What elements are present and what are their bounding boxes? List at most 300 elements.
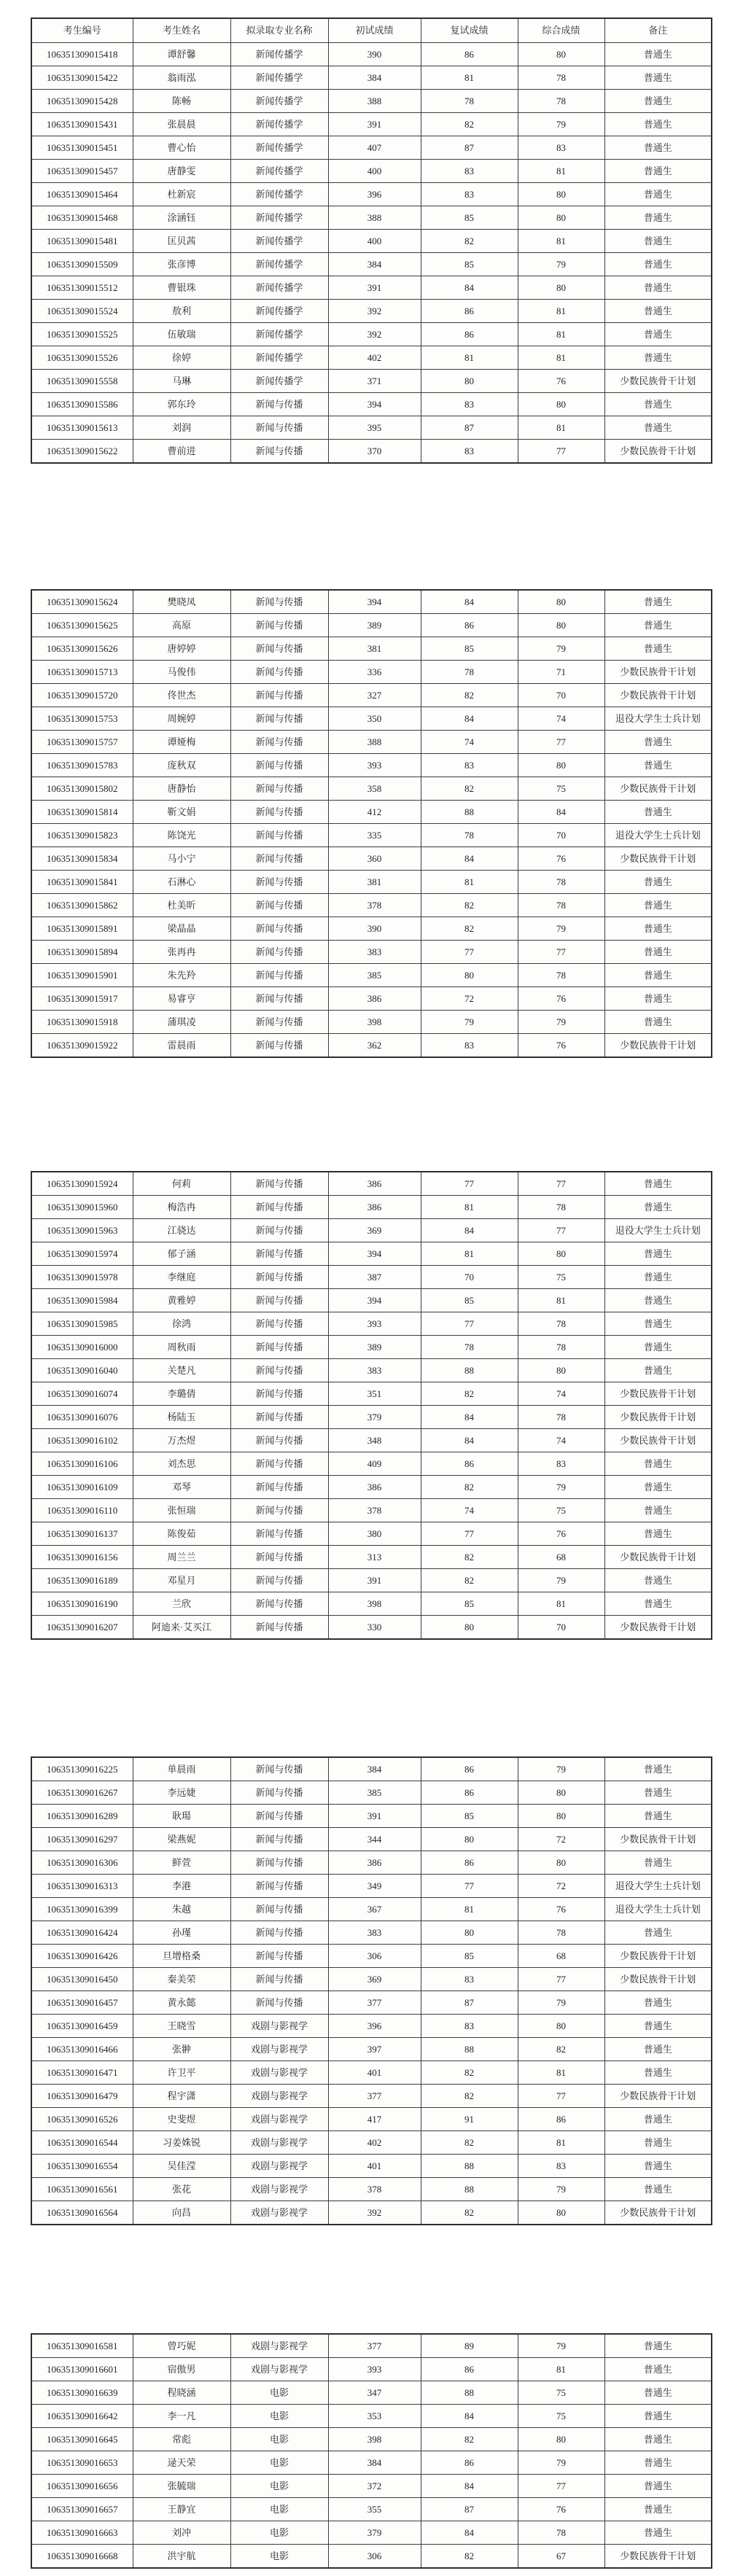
candidate-id-cell: 106351309015558 <box>31 370 133 393</box>
candidate-name-cell: 樊晓凤 <box>133 590 230 614</box>
table-row <box>31 1242 712 1266</box>
candidate-name-cell: 曹心怡 <box>133 136 230 160</box>
major-name-cell: 新闻与传播 <box>230 941 328 964</box>
initial-score-cell: 335 <box>328 824 421 847</box>
initial-score-cell: 409 <box>328 1452 421 1476</box>
overall-score-cell: 78 <box>518 1196 604 1219</box>
retest-score-cell: 85 <box>421 1805 518 1828</box>
initial-score-cell: 385 <box>328 964 421 987</box>
overall-score-cell: 77 <box>518 2475 604 2498</box>
candidate-id-cell: 106351309015720 <box>31 684 133 707</box>
candidate-id-cell: 106351309015918 <box>31 1011 133 1034</box>
major-name-cell: 新闻与传播 <box>230 1242 328 1266</box>
major-name-cell: 电影 <box>230 2498 328 2521</box>
initial-score-cell: 348 <box>328 1429 421 1452</box>
retest-score-cell: 84 <box>421 2405 518 2428</box>
table-row <box>31 731 712 754</box>
retest-score-cell: 82 <box>421 2428 518 2451</box>
initial-score-cell: 393 <box>328 2358 421 2381</box>
candidate-name-cell: 王静宜 <box>133 2498 230 2521</box>
retest-score-cell: 84 <box>421 1219 518 1242</box>
initial-score-cell: 394 <box>328 1289 421 1312</box>
initial-score-cell: 336 <box>328 661 421 684</box>
remarks-cell: 普通生 <box>604 66 712 90</box>
remarks-cell: 普通生 <box>604 1172 712 1196</box>
table-row <box>31 2451 712 2475</box>
retest-score-cell: 84 <box>421 590 518 614</box>
overall-score-cell: 83 <box>518 1452 604 1476</box>
retest-score-cell: 80 <box>421 370 518 393</box>
initial-score-cell: 401 <box>328 2155 421 2178</box>
candidate-name-cell: 杨陆玉 <box>133 1406 230 1429</box>
candidate-name-cell: 郭东玲 <box>133 393 230 416</box>
table-row <box>31 90 712 113</box>
table-row <box>31 1546 712 1569</box>
remarks-cell: 普通生 <box>604 2155 712 2178</box>
initial-score-cell: 379 <box>328 2521 421 2545</box>
retest-score-cell: 80 <box>421 1921 518 1945</box>
table-row <box>31 1289 712 1312</box>
remarks-cell: 少数民族骨干计划 <box>604 847 712 871</box>
overall-score-cell: 77 <box>518 1219 604 1242</box>
retest-score-cell: 86 <box>421 1452 518 1476</box>
candidate-id-cell: 106351309015586 <box>31 393 133 416</box>
candidate-name-cell: 王晓雪 <box>133 2015 230 2038</box>
candidate-id-cell: 106351309016639 <box>31 2381 133 2405</box>
remarks-cell: 普通生 <box>604 1781 712 1805</box>
initial-score-cell: 395 <box>328 416 421 440</box>
table-row <box>31 1336 712 1359</box>
candidate-id-cell: 106351309016642 <box>31 2405 133 2428</box>
initial-score-cell: 377 <box>328 2085 421 2108</box>
candidate-id-cell: 106351309015802 <box>31 777 133 801</box>
major-name-cell: 新闻与传播 <box>230 1805 328 1828</box>
table-row <box>31 230 712 253</box>
candidate-name-cell: 谭舒馨 <box>133 43 230 66</box>
major-name-cell: 新闻与传播 <box>230 1921 328 1945</box>
overall-score-cell: 77 <box>518 1172 604 1196</box>
retest-score-cell: 83 <box>421 1968 518 1991</box>
retest-score-cell: 78 <box>421 90 518 113</box>
overall-score-cell: 76 <box>518 370 604 393</box>
candidate-name-cell: 邓琴 <box>133 1476 230 1499</box>
table-row <box>31 707 712 731</box>
retest-score-cell: 84 <box>421 276 518 300</box>
overall-score-cell: 79 <box>518 113 604 136</box>
remarks-cell: 少数民族骨干计划 <box>604 777 712 801</box>
candidate-name-cell: 马琳 <box>133 370 230 393</box>
retest-score-cell: 86 <box>421 323 518 346</box>
candidate-name-cell: 江骁达 <box>133 1219 230 1242</box>
overall-score-cell: 78 <box>518 1336 604 1359</box>
candidate-name-cell: 雷晨雨 <box>133 1034 230 1058</box>
candidate-name-cell: 杜新宸 <box>133 183 230 206</box>
retest-score-cell: 74 <box>421 1499 518 1522</box>
overall-score-cell: 76 <box>518 987 604 1011</box>
initial-score-cell: 393 <box>328 1312 421 1336</box>
major-name-cell: 新闻传播学 <box>230 276 328 300</box>
candidate-name-cell: 马俊伟 <box>133 661 230 684</box>
candidate-name-cell: 陈饶光 <box>133 824 230 847</box>
candidate-name-cell: 佟世杰 <box>133 684 230 707</box>
retest-score-cell: 81 <box>421 871 518 894</box>
major-name-cell: 电影 <box>230 2545 328 2569</box>
overall-score-cell: 80 <box>518 206 604 230</box>
candidate-name-cell: 李继庭 <box>133 1266 230 1289</box>
candidate-id-cell: 106351309015624 <box>31 590 133 614</box>
table-row <box>31 66 712 90</box>
overall-score-cell: 86 <box>518 2108 604 2131</box>
overall-score-cell: 80 <box>518 1851 604 1875</box>
table-body <box>31 590 712 1057</box>
retest-score-cell: 82 <box>421 2061 518 2085</box>
table-row <box>31 1828 712 1851</box>
table-row <box>31 1429 712 1452</box>
remarks-cell: 少数民族骨干计划 <box>604 1945 712 1968</box>
retest-score-cell: 87 <box>421 136 518 160</box>
overall-score-cell: 77 <box>518 2085 604 2108</box>
remarks-cell: 普通生 <box>604 801 712 824</box>
candidate-name-cell: 黄永懿 <box>133 1991 230 2015</box>
overall-score-cell: 81 <box>518 346 604 370</box>
major-name-cell: 新闻与传播 <box>230 871 328 894</box>
retest-score-cell: 82 <box>421 2085 518 2108</box>
remarks-cell: 普通生 <box>604 2108 712 2131</box>
initial-score-cell: 387 <box>328 1266 421 1289</box>
major-name-cell: 新闻传播学 <box>230 346 328 370</box>
initial-score-cell: 394 <box>328 393 421 416</box>
candidate-id-cell: 106351309016109 <box>31 1476 133 1499</box>
overall-score-cell: 79 <box>518 1569 604 1592</box>
retest-score-cell: 81 <box>421 1196 518 1219</box>
table-row <box>31 1991 712 2015</box>
table-row <box>31 917 712 941</box>
col-header-candidate-name: 考生姓名 <box>133 18 230 43</box>
overall-score-cell: 79 <box>518 1757 604 1781</box>
major-name-cell: 新闻与传播 <box>230 1476 328 1499</box>
candidate-name-cell: 敖利 <box>133 300 230 323</box>
major-name-cell: 新闻与传播 <box>230 1851 328 1875</box>
table-row <box>31 2521 712 2545</box>
candidate-name-cell: 涂涵钰 <box>133 206 230 230</box>
major-name-cell: 戏剧与影视学 <box>230 2038 328 2061</box>
candidate-id-cell: 106351309016663 <box>31 2521 133 2545</box>
candidate-name-cell: 周兰兰 <box>133 1546 230 1569</box>
retest-score-cell: 84 <box>421 2521 518 2545</box>
major-name-cell: 新闻与传播 <box>230 1757 328 1781</box>
remarks-cell: 普通生 <box>604 2451 712 2475</box>
candidate-id-cell: 106351309015524 <box>31 300 133 323</box>
candidate-id-cell: 106351309015757 <box>31 731 133 754</box>
major-name-cell: 新闻与传播 <box>230 1945 328 1968</box>
table-row <box>31 1569 712 1592</box>
major-name-cell: 新闻与传播 <box>230 1172 328 1196</box>
remarks-cell: 普通生 <box>604 136 712 160</box>
table-row <box>31 160 712 183</box>
major-name-cell: 新闻与传播 <box>230 1592 328 1616</box>
retest-score-cell: 83 <box>421 440 518 464</box>
remarks-cell: 普通生 <box>604 2498 712 2521</box>
retest-score-cell: 77 <box>421 1875 518 1898</box>
initial-score-cell: 330 <box>328 1616 421 1640</box>
table-row <box>31 801 712 824</box>
retest-score-cell: 72 <box>421 987 518 1011</box>
candidate-id-cell: 106351309015924 <box>31 1172 133 1196</box>
major-name-cell: 戏剧与影视学 <box>230 2178 328 2201</box>
retest-score-cell: 82 <box>421 2545 518 2569</box>
candidate-id-cell: 106351309016426 <box>31 1945 133 1968</box>
admission-results-table-page-4 <box>31 1756 712 2225</box>
retest-score-cell: 88 <box>421 2178 518 2201</box>
remarks-cell: 普通生 <box>604 754 712 777</box>
candidate-id-cell: 106351309016561 <box>31 2178 133 2201</box>
candidate-id-cell: 106351309016471 <box>31 2061 133 2085</box>
retest-score-cell: 82 <box>421 1569 518 1592</box>
candidate-id-cell: 106351309015613 <box>31 416 133 440</box>
major-name-cell: 新闻与传播 <box>230 1429 328 1452</box>
initial-score-cell: 369 <box>328 1968 421 1991</box>
candidate-id-cell: 106351309015431 <box>31 113 133 136</box>
overall-score-cell: 79 <box>518 637 604 661</box>
remarks-cell: 普通生 <box>604 1242 712 1266</box>
candidate-id-cell: 106351309015917 <box>31 987 133 1011</box>
major-name-cell: 新闻传播学 <box>230 370 328 393</box>
initial-score-cell: 391 <box>328 276 421 300</box>
overall-score-cell: 80 <box>518 43 604 66</box>
candidate-name-cell: 许卫平 <box>133 2061 230 2085</box>
major-name-cell: 新闻传播学 <box>230 206 328 230</box>
retest-score-cell: 86 <box>421 300 518 323</box>
remarks-cell: 少数民族骨干计划 <box>604 370 712 393</box>
remarks-cell: 少数民族骨干计划 <box>604 1546 712 1569</box>
table-row <box>31 824 712 847</box>
candidate-name-cell: 徐鸿 <box>133 1312 230 1336</box>
candidate-id-cell: 106351309015891 <box>31 917 133 941</box>
col-header-candidate-id: 考生编号 <box>31 18 133 43</box>
col-header-initial-score: 初试成绩 <box>328 18 421 43</box>
initial-score-cell: 327 <box>328 684 421 707</box>
major-name-cell: 新闻传播学 <box>230 136 328 160</box>
candidate-name-cell: 蒲琪凌 <box>133 1011 230 1034</box>
candidate-id-cell: 106351309015451 <box>31 136 133 160</box>
major-name-cell: 新闻传播学 <box>230 300 328 323</box>
major-name-cell: 新闻与传播 <box>230 1266 328 1289</box>
candidate-id-cell: 106351309015963 <box>31 1219 133 1242</box>
major-name-cell: 电影 <box>230 2405 328 2428</box>
initial-score-cell: 390 <box>328 43 421 66</box>
table-row <box>31 1266 712 1289</box>
table-row <box>31 1757 712 1781</box>
candidate-name-cell: 张毓瑞 <box>133 2475 230 2498</box>
candidate-id-cell: 106351309016306 <box>31 1851 133 1875</box>
initial-score-cell: 389 <box>328 1336 421 1359</box>
major-name-cell: 新闻与传播 <box>230 1196 328 1219</box>
retest-score-cell: 77 <box>421 1172 518 1196</box>
retest-score-cell: 82 <box>421 2131 518 2155</box>
initial-score-cell: 306 <box>328 2545 421 2569</box>
retest-score-cell: 84 <box>421 1406 518 1429</box>
table-row <box>31 2178 712 2201</box>
overall-score-cell: 76 <box>518 1898 604 1921</box>
remarks-cell: 退役大学生士兵计划 <box>604 824 712 847</box>
remarks-cell: 普通生 <box>604 894 712 917</box>
candidate-id-cell: 106351309016424 <box>31 1921 133 1945</box>
candidate-name-cell: 陈畅 <box>133 90 230 113</box>
major-name-cell: 新闻与传播 <box>230 917 328 941</box>
col-header-overall-score: 综合成绩 <box>518 18 604 43</box>
major-name-cell: 新闻与传播 <box>230 777 328 801</box>
remarks-cell: 退役大学生士兵计划 <box>604 1898 712 1921</box>
initial-score-cell: 377 <box>328 2334 421 2358</box>
overall-score-cell: 75 <box>518 1266 604 1289</box>
initial-score-cell: 386 <box>328 1476 421 1499</box>
table-body <box>31 43 712 464</box>
candidate-name-cell: 程宇潇 <box>133 2085 230 2108</box>
retest-score-cell: 78 <box>421 1336 518 1359</box>
overall-score-cell: 79 <box>518 2451 604 2475</box>
retest-score-cell: 77 <box>421 941 518 964</box>
table-row <box>31 1312 712 1336</box>
initial-score-cell: 372 <box>328 2475 421 2498</box>
retest-score-cell: 87 <box>421 416 518 440</box>
table-row <box>31 847 712 871</box>
table-row <box>31 2545 712 2569</box>
candidate-id-cell: 106351309016399 <box>31 1898 133 1921</box>
major-name-cell: 新闻与传播 <box>230 1781 328 1805</box>
table-row <box>31 894 712 917</box>
initial-score-cell: 344 <box>328 1828 421 1851</box>
overall-score-cell: 77 <box>518 1968 604 1991</box>
remarks-cell: 普通生 <box>604 1452 712 1476</box>
overall-score-cell: 82 <box>518 2038 604 2061</box>
table-row <box>31 964 712 987</box>
major-name-cell: 新闻与传播 <box>230 1219 328 1242</box>
table-row <box>31 1219 712 1242</box>
retest-score-cell: 70 <box>421 1266 518 1289</box>
major-name-cell: 新闻与传播 <box>230 637 328 661</box>
initial-score-cell: 355 <box>328 2498 421 2521</box>
major-name-cell: 电影 <box>230 2451 328 2475</box>
table-row <box>31 416 712 440</box>
table-row <box>31 136 712 160</box>
candidate-name-cell: 朱先羚 <box>133 964 230 987</box>
overall-score-cell: 78 <box>518 2521 604 2545</box>
remarks-cell: 普通生 <box>604 1522 712 1546</box>
remarks-cell: 普通生 <box>604 160 712 183</box>
overall-score-cell: 81 <box>518 416 604 440</box>
candidate-id-cell: 106351309016040 <box>31 1359 133 1382</box>
major-name-cell: 新闻与传播 <box>230 847 328 871</box>
col-header-major-name: 拟录取专业名称 <box>230 18 328 43</box>
candidate-name-cell: 杜美昕 <box>133 894 230 917</box>
table-header-row <box>31 18 712 43</box>
retest-score-cell: 83 <box>421 1034 518 1058</box>
initial-score-cell: 400 <box>328 230 421 253</box>
remarks-cell: 普通生 <box>604 183 712 206</box>
retest-score-cell: 88 <box>421 1359 518 1382</box>
candidate-name-cell: 庞秋双 <box>133 754 230 777</box>
remarks-cell: 普通生 <box>604 637 712 661</box>
overall-score-cell: 71 <box>518 661 604 684</box>
candidate-id-cell: 106351309015783 <box>31 754 133 777</box>
table-row <box>31 2381 712 2405</box>
major-name-cell: 戏剧与影视学 <box>230 2201 328 2225</box>
major-name-cell: 新闻传播学 <box>230 323 328 346</box>
retest-score-cell: 84 <box>421 2475 518 2498</box>
initial-score-cell: 394 <box>328 590 421 614</box>
remarks-cell: 普通生 <box>604 1289 712 1312</box>
initial-score-cell: 381 <box>328 871 421 894</box>
table-row <box>31 2498 712 2521</box>
major-name-cell: 新闻与传播 <box>230 1968 328 1991</box>
remarks-cell: 普通生 <box>604 43 712 66</box>
candidate-name-cell: 朱越 <box>133 1898 230 1921</box>
overall-score-cell: 81 <box>518 1289 604 1312</box>
major-name-cell: 新闻与传播 <box>230 824 328 847</box>
candidate-id-cell: 106351309016313 <box>31 1875 133 1898</box>
overall-score-cell: 72 <box>518 1875 604 1898</box>
initial-score-cell: 383 <box>328 1359 421 1382</box>
retest-score-cell: 82 <box>421 1476 518 1499</box>
table-row <box>31 2038 712 2061</box>
remarks-cell: 少数民族骨干计划 <box>604 2201 712 2225</box>
table-row <box>31 2015 712 2038</box>
overall-score-cell: 76 <box>518 1522 604 1546</box>
candidate-name-cell: 易睿亨 <box>133 987 230 1011</box>
initial-score-cell: 386 <box>328 987 421 1011</box>
candidate-id-cell: 106351309015841 <box>31 871 133 894</box>
col-header-retest-score: 复试成绩 <box>421 18 518 43</box>
overall-score-cell: 75 <box>518 2381 604 2405</box>
major-name-cell: 新闻与传播 <box>230 614 328 637</box>
candidate-name-cell: 马小宁 <box>133 847 230 871</box>
overall-score-cell: 80 <box>518 183 604 206</box>
initial-score-cell: 391 <box>328 1569 421 1592</box>
candidate-id-cell: 106351309016581 <box>31 2334 133 2358</box>
candidate-id-cell: 106351309015481 <box>31 230 133 253</box>
remarks-cell: 普通生 <box>604 2381 712 2405</box>
remarks-cell: 普通生 <box>604 2428 712 2451</box>
remarks-cell: 普通生 <box>604 871 712 894</box>
retest-score-cell: 74 <box>421 731 518 754</box>
candidate-name-cell: 周秋雨 <box>133 1336 230 1359</box>
initial-score-cell: 388 <box>328 731 421 754</box>
major-name-cell: 新闻与传播 <box>230 1875 328 1898</box>
overall-score-cell: 79 <box>518 253 604 276</box>
candidate-id-cell: 106351309015464 <box>31 183 133 206</box>
major-name-cell: 新闻与传播 <box>230 1359 328 1382</box>
candidate-name-cell: 谭娅梅 <box>133 731 230 754</box>
retest-score-cell: 78 <box>421 824 518 847</box>
candidate-name-cell: 唐静怡 <box>133 777 230 801</box>
overall-score-cell: 80 <box>518 1781 604 1805</box>
retest-score-cell: 89 <box>421 2334 518 2358</box>
initial-score-cell: 397 <box>328 2038 421 2061</box>
remarks-cell: 普通生 <box>604 2405 712 2428</box>
table-row <box>31 754 712 777</box>
major-name-cell: 新闻与传播 <box>230 590 328 614</box>
table-row <box>31 183 712 206</box>
candidate-name-cell: 周婉婷 <box>133 707 230 731</box>
overall-score-cell: 77 <box>518 731 604 754</box>
retest-score-cell: 82 <box>421 917 518 941</box>
overall-score-cell: 77 <box>518 440 604 464</box>
initial-score-cell: 396 <box>328 183 421 206</box>
initial-score-cell: 391 <box>328 1805 421 1828</box>
table-row <box>31 1921 712 1945</box>
table-row <box>31 777 712 801</box>
table-row <box>31 1805 712 1828</box>
